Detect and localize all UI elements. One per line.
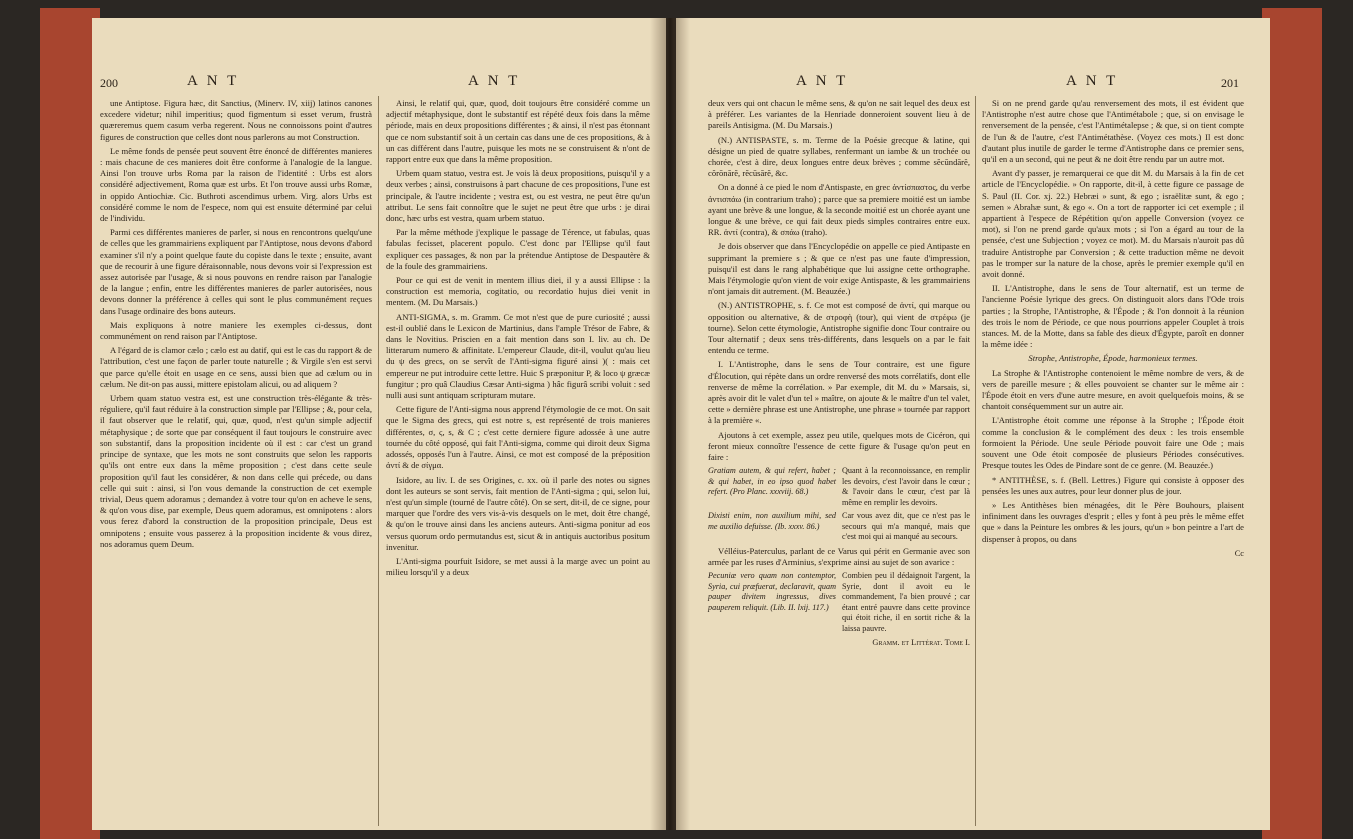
right-col2-para: La Strophe & l'Antistrophe contenoient le même nombre de vers, & de vers de pareille mesure ; & elles pouvoient se chanter sur le même air : l'Épode étoit en vers d'une autre mesure, en avoit quelquefois moins, & se chantoit conséquemment sur un autre air. [982,367,1244,412]
left-col1-para: une Antiptose. Figura hæc, dit Sanctius, (Minerv. IV, xiij) latinos canones excedere videtur; nihil imperitius; quod figmentum si esset verum, frustrà quæreremus quem casum verba regerent. Nous ne connoissons point d'autres figures de construction que celles dont nous parlerons au mot Construction. [100,98,372,142]
right-header-left: A N T [796,73,849,89]
cover-edge-right [1262,8,1322,839]
right-col2-para: » Les Antithèses bien ménagées, dit le Père Bouhours, plaisent infiniment dans les ouvrages d'esprit ; elles y font à peu près le même effet que » dans la Peinture les ombres & les jours, qu'un » bon peintre a l'art de dispenser à propos, ou dans [982,499,1244,544]
left-col1-para: Parmi ces différentes manieres de parler, si nous en rencontrons quelqu'une de celles que les grammairiens expliquent par l'Antiptose, nous devons d'abord examiner s'il n'y a point quelque faute du copiste dans le texte ; ensuite, avant que de recourir à une figure déraisonnable, nous devons voir si l'expression est assez autorisée par l'usage, & si nous pouvons en rendre raison par l'analogie de la langue ; enfin, entre les différentes manieres de parler autorisées, nous devons donner la préférence à celles qui sont le plus communément reçues dans l'usage ordinaire des bons auteurs. [100,227,372,316]
right-col1-para: (N.) ANTISTROPHE, s. f. Ce mot est composé de ἀντί, qui marque ou opposition ou alternative, & de στροφὴ (tour), qui vient de στρέφω (je tourne). Selon cette étymologie, Antistrophe signifie donc Tour contraire ou Tour alternatif ; deux sens très-différents, dans lesquels on a par le fait entendu ce terme. [708,300,970,356]
left-col1-para: Urbem quam statuo vestra est, est une construction très-élégante & très-réguliere, qu'il faut réduire à la construction simple par l'Ellipse ; &, pour cela, il faut observer que le relatif, qui, quæ, quod, n'est qu'un simple adjectif métaphysique ; de sorte que par conséquent il faut toujours le construire avec son substantif, dans la proposition incidente où il est : car c'est un grand principe de syntaxe, que les mots ne sont construits que selon les rapports qu'ils ont entre eux dans la même proposition ; c'est dans cette seule proposition qu'il faut les considérer, & non dans celle qui précede, ou dans celle qui suit : ainsi, si l'on vous demande la construction de cet exemple trivial, Deus quem adoramus ; demandez à votre tour qu'on en acheve le sens, & qu'on vous dise, par exemple, Deus quem adoramus, est omnipotens : alors vous ferez d'abord la construction de la proposition principale, Deus est omnipotens ; ensuite vous passerez à la proposition incidente & vous direz, nos adoramus quem Deum. [100,393,372,549]
right-col1-para: On a donné à ce pied le nom d'Antispaste, en grec ἀντίσπαστος, du verbe ἀντισπάω (in contrarium traho) ; parce que sa premiere moitié est un iambe ayant une brève & une longue, & la seconde moitié est un chorée ayant une longue & une brève, ce qui fait deux pieds simples contraires entre eux. RR. ἀντί (contra), & σπάω (traho). [708,182,970,238]
right-col1-para: I. L'Antistrophe, dans le sens de Tour contraire, est une figure d'Élocution, qui répète dans un ordre renversé des mots corrélatifs, dont elle renverse de même la corrélation. » Par exemple, dit M. du » Marsais, si, après avoir dit le valet d'un tel » maître, on ajoute & le maître d'un tel valet, cette » dernière phrase est une Antistrophe, une phrase » tournée par rapport à la première «. [708,359,970,426]
left-col2-para: Par la même méthode j'explique le passage de Térence, ut fabulas, quas fabulas fecisset, placerent populo. C'est donc par l'Ellipse qu'il faut expliquer ces passages, & non par la prétendue Antiptose de Despautère & de la foule des grammairiens. [386,227,650,271]
cicero-latin-2: Dixisti enim, non auxilium mihi, sed me auxilio defuisse. (Ib. xxxv. 86.) [708,511,836,531]
left-col1-para: Mais expliquons à notre maniere les exemples ci-dessus, dont communément on rend raison par l'Antiptose. [100,319,372,342]
cicero-latin-1: Gratiam autem, & qui refert, habet ; & qui habet, in eo ipso quod habet refert. (Pro Planc. xxxviij. 68.) [708,466,836,497]
left-col2-para: Cette figure de l'Anti-sigma nous apprend l'étymologie de ce mot. On sait que le Sigma des grecs, qui est notre s, est représenté de trois manieres différentes, σ, ς, s, & C ; c'est cette derniere figure adossée à une autre tournée du côté opposé, qui fait l'Anti-sigma, comme qui diroit deux Sigma adossés, opposés l'un à l'autre. Ainsi, ce mot est composé de la préposition ἀντί & de σίγμα. [386,404,650,471]
left-col2-para: Ainsi, le relatif qui, quæ, quod, doit toujours être considéré comme un adjectif métaphysique, dont le substantif est répété deux fois dans la même période, mais en deux propositions différentes ; & ainsi, il n'est pas étonnant que ce nom substantif soit à un certain cas dans une de ces propositions, & à un cas différent dans l'autre, puisque les mots ne se construisent & n'ont de rapport entre eux que dans la même proposition. [386,98,650,165]
velleius-latin: Pecuniæ vero quam non contemptor, Syria, cui præfuerat, declaravit, quam pauper divitem ingressus, dives pauperem reliquit. (Lib. II. lxij. 117.) [708,571,836,612]
right-col1-para: Je dois observer que dans l'Encyclopédie on appelle ce pied Antipaste en supprimant la premiere s ; & que ce n'est pas une faute d'impression, puisqu'il est dans le rang alphabétique que lui assigne cette orthographe. Mais l'étymologie qu'on vient de voir exige Antispaste, & les grammairiens n'ont jamais dit autrement. (M. Beauzée.) [708,241,970,297]
book-gutter [650,18,690,830]
footer-volume: Gramm. et Littérat. Tome I. [872,638,970,648]
left-col1-para: Le même fonds de pensée peut souvent être énoncé de différentes manieres : mais chacune de ces manieres doit être conforme à l'analogie de la langue. Ainsi l'on trouve urbs Roma par la raison de l'identité : Urbs est alors considéré adjectivement, Roma quæ est urbs. Et l'on trouve aussi urbs Romæ, in oppido Antiochiæ. Cic. Buthroti ascendimus urbem. Virg. alors Urbs est considéré comme le nom de l'espece, nom qui est ensuite déterminé par celui de l'individu. [100,145,372,224]
cicero-french-2: Car vous avez dit, que ce n'est pas le secours qui m'a manqué, mais que c'est moi qui ai manqué au secours. [842,511,970,542]
left-col2-para: Pour ce qui est de venit in mentem illius diei, il y a aussi Ellipse : la construction est memoria, cogitatio, ou recordatio hujus diei venit in mentem. (M. Du Marsais.) [386,275,650,308]
right-col1-para: Vélléius-Paterculus, parlant de ce Varus qui périt en Germanie avec son armée par les ruses d'Arminius, s'exprime ainsi au sujet de son avarice : [708,545,970,567]
left-col2-para: Urbem quam statuo, vestra est. Je vois là deux propositions, puisqu'il y a deux verbes ; ainsi, construisons à part chacune de ces propositions, l'une est principale, & l'autre incidente ; vestra est, ou est vestra, ne peut être qu'un attribut. Le sens fait connoître que le sujet ne peut être que urbs : je dirai donc, hæc urbs est vestra, quam urbem statuo. [386,168,650,224]
right-column-rule [975,96,976,826]
left-page [92,18,666,830]
left-col2-para: ANTI-SIGMA, s. m. Gramm. Ce mot n'est que de pure curiosité ; aussi est-il oublié dans le Lexicon de Martinius, dans l'ample Trésor de Fabre, & dans le Novitius. Priscien en a fait mention dans son I. liv. au ch. De litterarum numero & affinitate. L'empereur Claude, dit-il, voulut qu'au lieu du ψ des grecs, on se servît de l'Anti-sigma figuré ainsi )( : mais cet empereur ne put introduire cette lettre. Huic S præponitur P, & loco ψ græcæ fungitur ; pro quâ Claudius Cæsar Anti-sigma ) hâc figurâ scribi voluit : sed nulli ausi sunt antiquam scripturam mutare. [386,311,650,401]
right-col1-para: (N.) ANTISPASTE, s. m. Terme de la Poésie grecque & latine, qui désigne un pied de quatre syllabes, renfermant un iambe & un trochée ou chorée, c'est à dire, deux longues entre deux brèves ; comme sĕcūndārĕ, cŏrōnārĕ, rĕcūsārĕ, &c. [708,134,970,179]
left-column-2 [386,98,650,581]
left-column-rule [378,96,379,826]
cicero-quote-1 [708,466,970,508]
cicero-quote-2 [708,511,970,543]
right-col2-para: Avant d'y passer, je remarquerai ce que dit M. du Marsais à la fin de cet article de l'Encyclopédie. » On rapporte, dit-il, à cette figure ce passage de S. Paul (II. Cor. xj. 22.) Hebræi » sunt, & ego ; israëlitæ sunt, & ego ; semen » Abrahæ sunt, & ego «. On a tort de rapporter ici cet exemple ; il appartient à l'espece de Répétition qu'on appelle Conversion (voyez ce mot), si l'on ne prend garde qu'aux mots ; si l'on a égard au tour de la pensée, c'est une Subjection ; voyez ce mot). M. du Marsais n'auroit pas dû traduire Antistrophe par Conversion ; & cette traduction même ne devoit pas le tromper sur la nature de la chose, après le premier exemple qu'il en avoit donné. [982,168,1244,280]
catchword: Cc [1234,548,1244,558]
right-column-1 [708,98,970,648]
right-col2-para: Si on ne prend garde qu'au renversement des mots, il est évident que l'Antistrophe n'est autre chose que l'Antimétabole ; que, si on envisage le renversement de la pensée, c'est l'Antimétalepse ; & que, si on tient compte de l'un & de l'autre, c'est l'Antimétathèse. (Voyez ces mots.) Il est donc d'autant plus inutile de garder le terme d'Antistrophe dans ce premier sens, qu'il en a un second, qui ne peut & ne doit être rendu par un autre mot. [982,98,1244,165]
right-header-right: A N T [1066,73,1119,89]
velleius-quote [708,571,970,634]
right-col2-para: * ANTITHÈSE, s. f. (Bell. Lettres.) Figure qui consiste à opposer des pensées les unes aux autres, pour leur donner plus de jour. [982,474,1244,496]
left-col2-para: L'Anti-sigma pourfuit Isidore, se met aussi à la marge avec un point au milieu lorsqu'il y a deux [386,555,650,578]
right-page [676,18,1270,830]
left-col1-para: A l'égard de is clamor cælo ; cælo est au datif, qui est le cas du rapport & de l'attribution, c'est une façon de parler toute naturelle ; & Virgile s'en est servi que parce qu'elle étoit en usage en ce sens, aussi bien que ad cælum ou in cælum. Ne dit-on pas aussi, mittere epistolam alicui, ou ad aliquem ? [100,345,372,389]
right-col2-para: L'Antistrophe étoit comme une réponse à la Strophe ; l'Épode étoit comme la conclusion & le complément des deux : les trois ensemble formoient la Période. Une seule Période pouvoit faire une Ode ; mais souvent une Ode étoit composée de plusieurs Périodes consécutives. Presque toutes les Odes de Pindare sont de ce genre. (M. Beauzée.) [982,415,1244,471]
right-col2-verse: Strophe, Antistrophe, Épode, harmonieux termes. [1028,353,1198,364]
left-header-right: A N T [468,73,521,89]
left-header-left: A N T [187,73,240,89]
cicero-french-1: Quant à la reconnoissance, en remplir les devoirs, c'est l'avoir dans le cœur ; & l'avoir dans le cœur, c'est par là même en remplir les devoirs. [842,466,970,507]
right-column-2 [982,98,1244,559]
right-col1-para: deux vers qui ont chacun le même sens, & qu'on ne sait lequel des deux est à préférer. Les variantes de la Henriade donneroient souvent lieu à de pareils Antisigma. (M. Du Marsais.) [708,98,970,131]
right-col1-para: Ajoutons à cet exemple, assez peu utile, quelques mots de Cicéron, qui feront mieux connoître l'essence de cette figure & l'usage qu'on peut en faire : [708,429,970,463]
page-footer-signature [708,637,970,648]
left-col2-para: Isidore, au liv. I. de ses Origines, c. xx. où il parle des notes ou signes dont les auteurs se sont servis, fait mention de l'Anti-sigma ; qui, selon lui, n'est qu'un simple (tourné de l'autre côté). On se sert, dit-il, de ce signe, pour marquer que l'ordre des vers vis-à-vis desquels on le met, doit être changé, & qu'on le trouve ainsi dans les anciens auteurs. Anti-sigma ponitur ad eos versus quorum ordo permutandus est, sicut & in antiquis auctoribus positum invenitur. [386,474,650,552]
cover-edge-left [40,8,100,839]
left-column-1 [100,98,372,553]
right-col2-para: II. L'Antistrophe, dans le sens de Tour alternatif, est un terme de l'ancienne Poésie lyrique des grecs. On distinguoit alors dans l'Ode trois parties ; la Strophe, l'Antistrophe, & l'Épode ; & l'on donnoit à la réunion des trois le nom de Période, ce que nous pourrions appeler Couplet à trois stances. M. de la Motte, dans sa fable des dieux d'Égypte, paroît en donner la même idée : [982,283,1244,350]
left-page-number: 200 [100,76,118,90]
right-page-number: 201 [1221,76,1239,90]
velleius-french: Combien peu il dédaignoit l'argent, la Syrie, dont il avoit eu le commandement, l'a bien prouvé ; car étant entré pauvre dans cette province qui étoit riche, il en sortit riche & la laissa pauvre. [842,571,970,633]
